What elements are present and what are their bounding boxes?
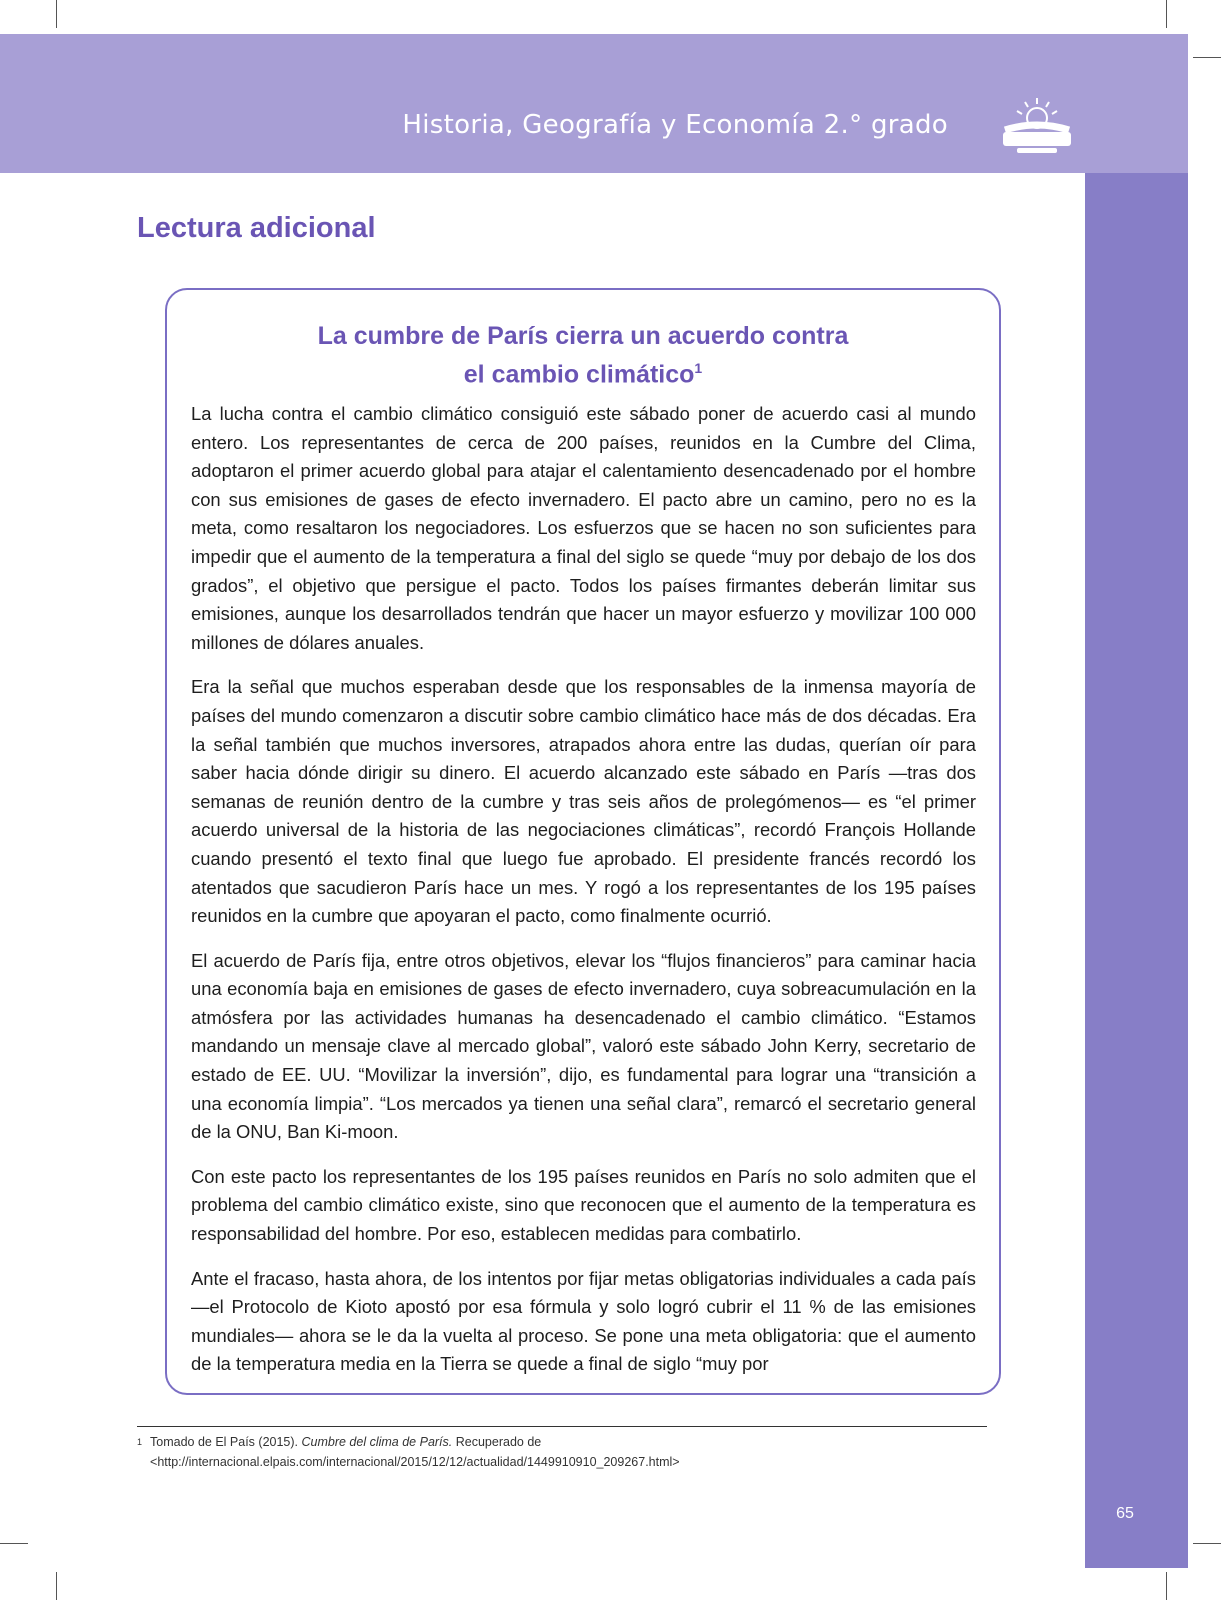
article-title-line2-text: el cambio climático: [463, 360, 695, 389]
article-title-line2: [165, 352, 1001, 390]
article-paragraph: La lucha contra el cambio climático consiguió este sábado poner de acuerdo casi al mundo entero. Los representantes de cerca de 200 países, reunidos en la Cumbre del Clima, adoptaron el primer acuerdo global para atajar el calentamiento desencadenado por el hombre con sus emisiones de gases de efecto invernadero. El pacto abre un camino, pero no es la meta, como resaltaron los negociadores. Los esfuerzos que se hacen no son suficientes para impedir que el aumento de la temperatura a final del siglo se quede “muy por debajo de los dos grados”, el objetivo que persigue el pacto. Todos los países firmantes deberán limitar sus emisiones, aunque los desarrollados tendrán que hacer un mayor esfuerzo y movilizar 100 000 millones de dólares anuales.: [191, 403, 976, 653]
article-paragraph: Con este pacto los representantes de los 195 países reunidos en París no solo admiten que el problema del cambio climático existe, sino que reconocen que el aumento de la temperatura es responsabilidad del hombre. Por eso, establecen medidas para combatirlo.: [191, 1165, 976, 1245]
article-paragraph: Era la señal que muchos esperaban desde que los responsables de la inmensa mayoría de países del mundo comenzaron a discutir sobre cambio climático hace más de dos décadas. Era la señal también que muchos inversores, atrapados ahora entre las dudas, querían oír para saber hacia dónde dirigir su dinero. El acuerdo alcanzado este sábado en París —tras dos semanas de reunión dentro de la cumbre y tras seis años de prolegómenos— es “el primer acuerdo universal de la historia de las negociaciones climáticas”, recordó François Hollande cuando presentó el texto final que luego fue aprobado. El presidente francés recordó los atentados que sacudieron París hace un mes. Y rogó a los representantes de los 195 países reunidos en la cumbre que apoyaran el pacto, como finalmente ocurrió.: [191, 676, 976, 927]
footnote-prefix: Tomado de El País (2015).: [150, 1435, 302, 1449]
article-body: [191, 400, 976, 1379]
jornada-escolar-completa-logo-icon: [995, 94, 1079, 158]
header-title: Historia, Geografía y Economía 2.° grado: [402, 110, 948, 140]
footnote: [137, 1432, 997, 1472]
crop-mark: [1193, 1543, 1221, 1544]
footnote-reference: 1: [694, 360, 703, 376]
section-title: Lectura adicional: [137, 212, 376, 244]
article-paragraph: El acuerdo de París fija, entre otros objetivos, elevar los “flujos financieros” para caminar hacia una economía baja en emisiones de gases de efecto invernadero, cuya sobreacumulación en la atmósfera por las actividades humanas ha desencadenado el cambio climático. “Estamos mandando un mensaje clave al mercado global”, valoró este sábado John Kerry, secretario de estado de EE. UU. “Movilizar la inversión”, dijo, es fundamental para lograr una “transición a una economía limpia”. “Los mercados ya tienen una señal clara”, remarcó el secretario general de la ONU, Ban Ki-moon.: [191, 949, 976, 1143]
footnote-title: Cumbre del clima de París.: [301, 1435, 453, 1449]
page-number: 65: [1116, 1505, 1134, 1522]
side-bar: [1085, 173, 1188, 1568]
crop-mark: [0, 1543, 28, 1544]
footnote-text: [150, 1432, 995, 1472]
crop-mark: [56, 1572, 57, 1600]
crop-mark: [56, 0, 57, 28]
crop-mark: [1193, 57, 1221, 58]
footnote-divider: [137, 1426, 987, 1427]
article-title: [165, 320, 1001, 390]
footnote-source: Recuperado de <http://internacional.elpais.com/internacional/2015/12/12/actualidad/1449910910_209267.html>: [150, 1435, 680, 1469]
footnote-marker: 1: [137, 1437, 143, 1447]
article-title-line1: La cumbre de París cierra un acuerdo contra: [317, 322, 849, 350]
article-paragraph: Ante el fracaso, hasta ahora, de los intentos por fijar metas obligatorias individuales a cada país —el Protocolo de Kioto apostó por esa fórmula y solo logró cubrir el 11 % de las emisiones mundiales— ahora se le da la vuelta al proceso. Se pone una meta obligatoria: que el aumento de la temperatura media en la Tierra se quede a final de siglo “muy por: [191, 1267, 976, 1375]
crop-mark: [1166, 1572, 1167, 1600]
crop-mark: [1166, 0, 1167, 28]
